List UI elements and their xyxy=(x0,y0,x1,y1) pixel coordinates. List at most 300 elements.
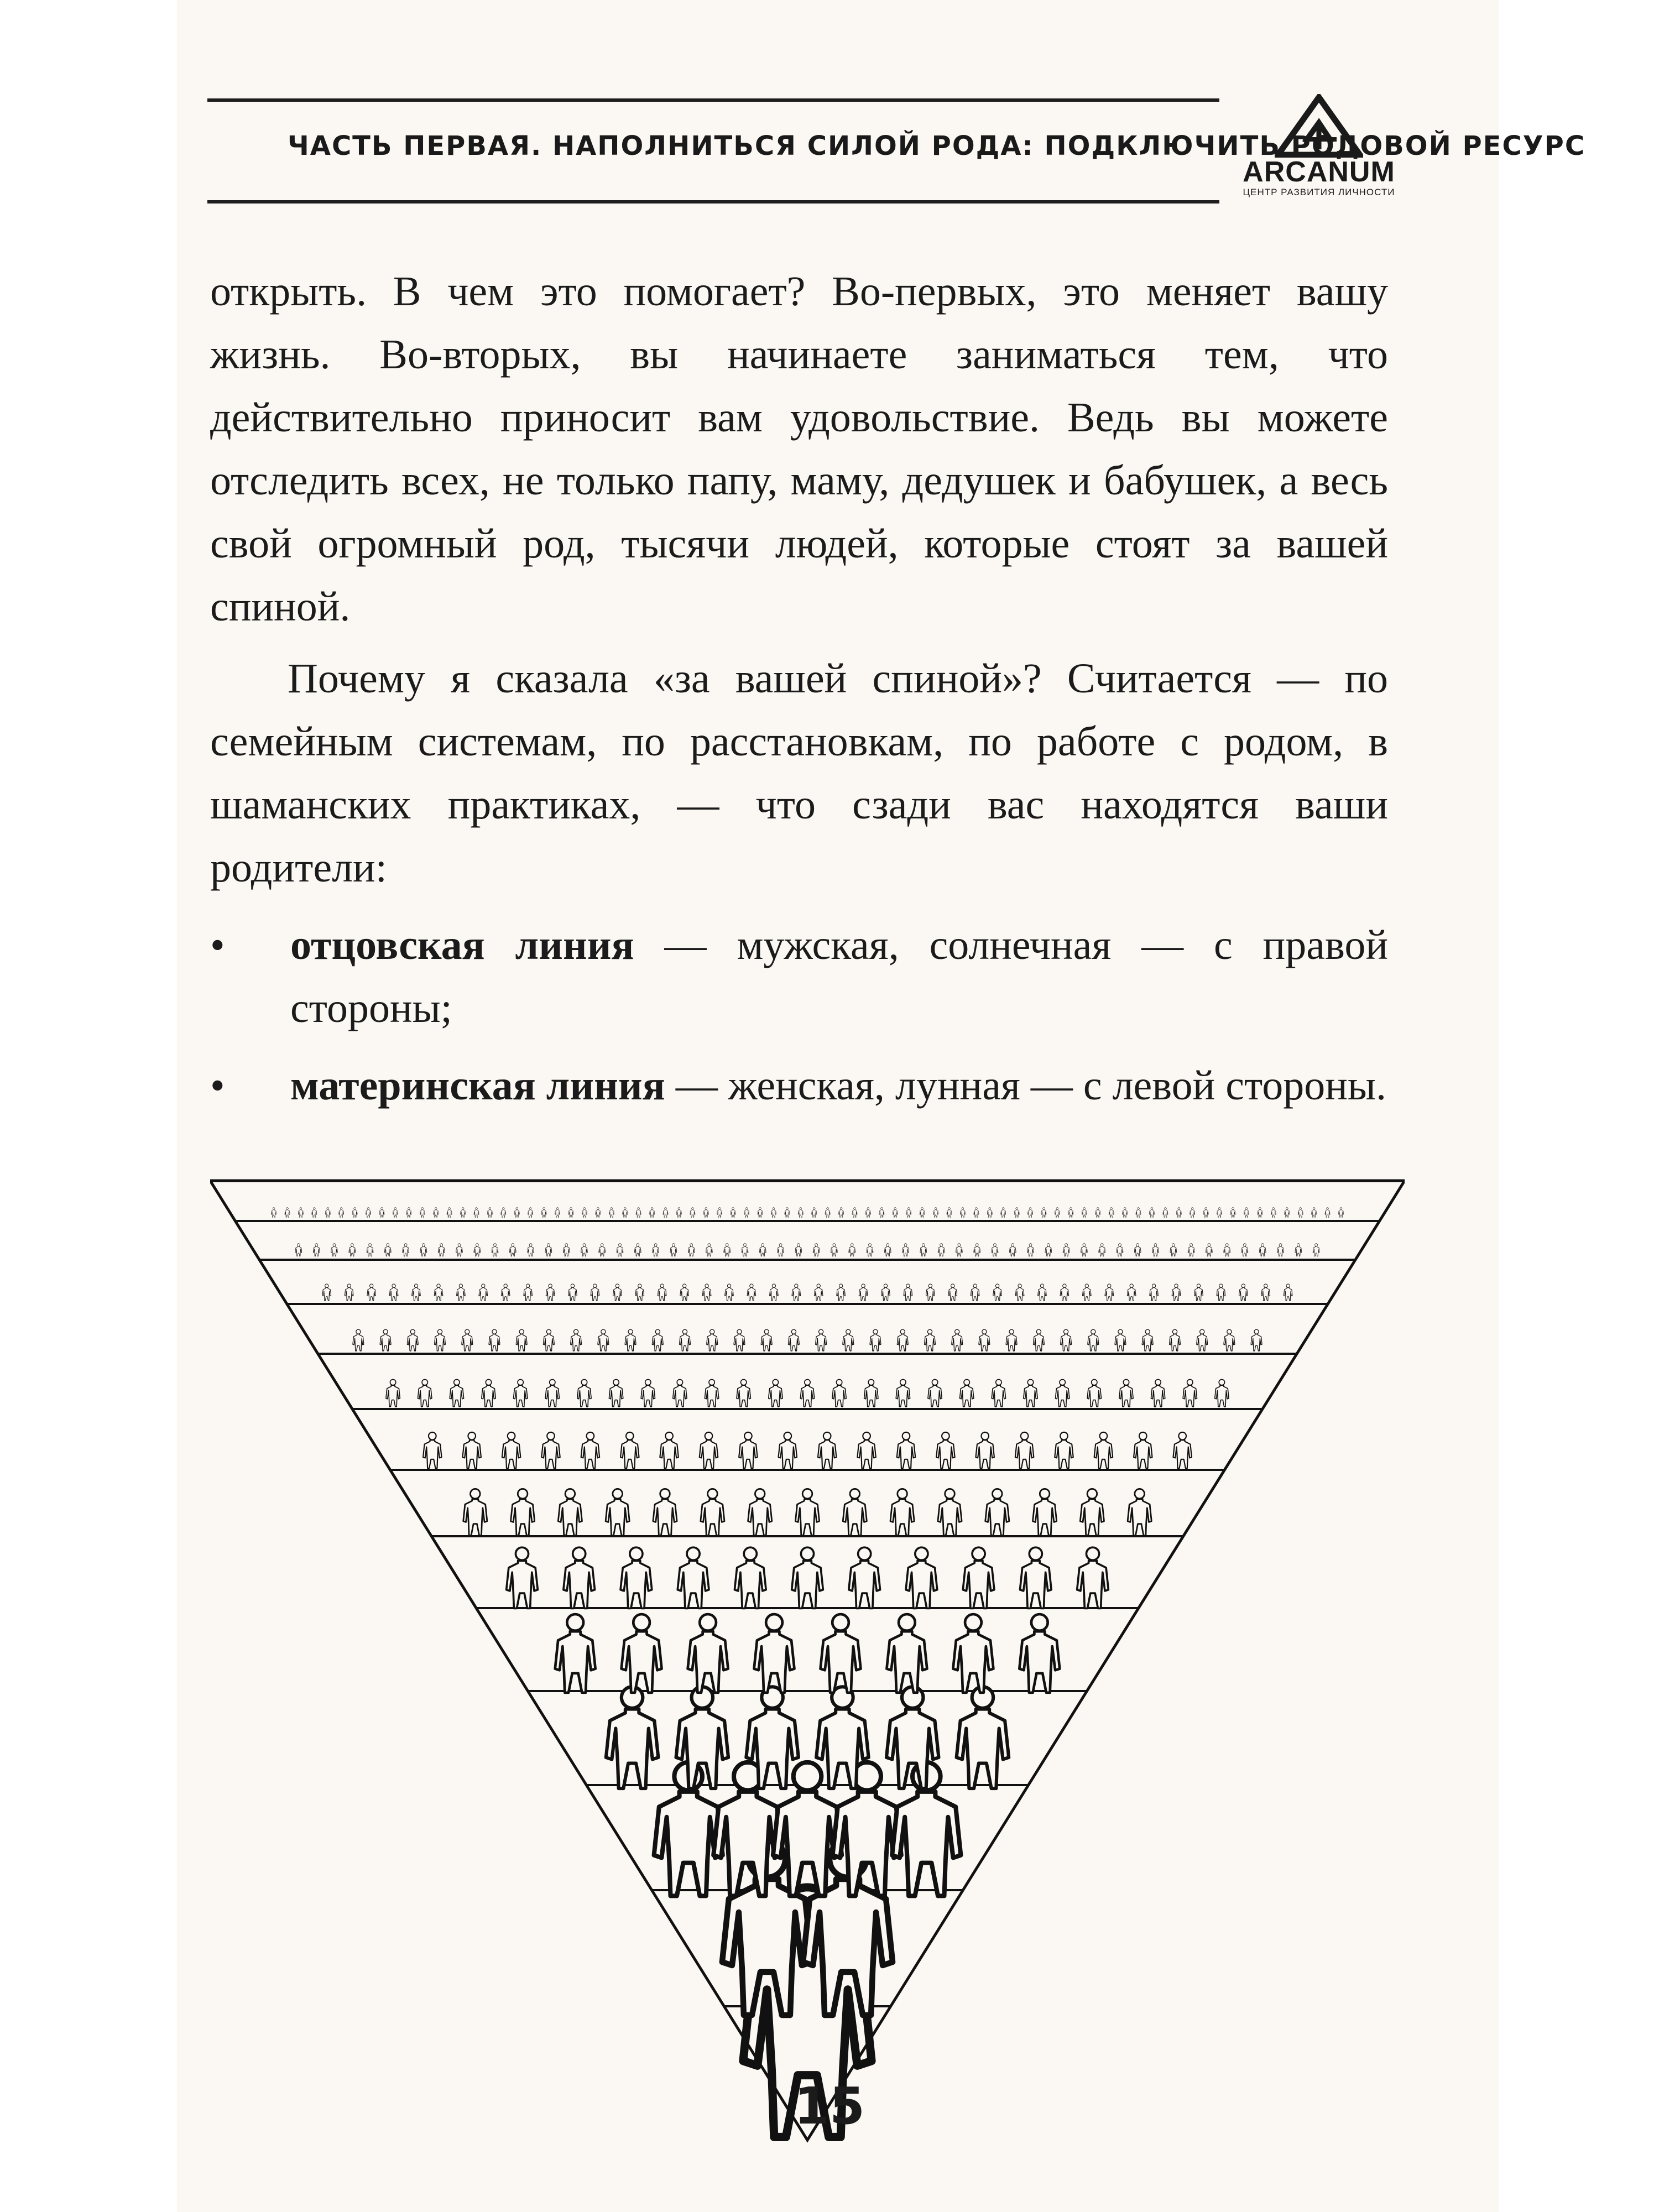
ancestor-figure-icon xyxy=(352,1208,357,1218)
ancestor-figure-icon xyxy=(1056,1379,1070,1406)
ancestor-figure-icon xyxy=(904,1284,912,1301)
ancestor-figure-icon xyxy=(792,1547,823,1608)
term-maternal-line: материнская линия xyxy=(290,1062,665,1109)
ancestor-figure-icon xyxy=(435,1329,446,1351)
ancestor-figure-icon xyxy=(985,1489,1009,1535)
ancestor-figure-icon xyxy=(1173,1432,1191,1468)
ancestor-figure-icon xyxy=(701,1489,724,1535)
ancestor-figure-icon xyxy=(1215,1379,1229,1406)
ancestor-figure-icon xyxy=(670,1244,677,1256)
ancestor-figure-icon xyxy=(1128,1489,1151,1535)
ancestor-figure-icon xyxy=(1119,1379,1133,1406)
ancestor-figure-icon xyxy=(1203,1208,1208,1218)
ancestor-figure-icon xyxy=(514,1208,519,1218)
list-item-maternal-line xyxy=(210,1054,1388,1117)
ancestor-figure-icon xyxy=(779,1432,797,1468)
ancestor-figure-icon xyxy=(928,1379,942,1406)
ancestor-figure-icon xyxy=(1099,1244,1105,1256)
ancestor-figure-icon xyxy=(1298,1208,1303,1218)
ancestor-figure-icon xyxy=(1170,1244,1177,1256)
ancestor-figure-icon xyxy=(731,1208,735,1218)
ancestor-figure-icon xyxy=(761,1329,772,1351)
main-text xyxy=(210,260,1388,1117)
ancestor-figure-icon xyxy=(1015,1432,1034,1468)
ancestor-figure-icon xyxy=(596,1208,601,1218)
ancestor-figure-icon xyxy=(456,1244,463,1256)
ancestor-figure-icon xyxy=(1068,1208,1073,1218)
ancestor-figure-icon xyxy=(511,1489,535,1535)
ancestor-figure-icon xyxy=(1109,1208,1114,1218)
ancestor-figure-icon xyxy=(545,1244,552,1256)
ancestor-figure-icon xyxy=(960,1379,974,1406)
ancestor-figure-icon xyxy=(581,1432,599,1468)
ancestor-figure-icon xyxy=(724,1244,731,1256)
paragraph: открыть. В чем это помогает? Во-первых, это меняет вашу жизнь. Во-вторых, вы начинаете заниматься тем, что действительно приносит вам удовольствие. Ведь вы можете отследить всех, не только папу, маму, дедушек и бабушек, а весь свой огромный род, тысячи людей, которые стоят за вашей спиной. xyxy=(210,268,1388,630)
ancestor-figure-icon xyxy=(617,1244,623,1256)
pyramid-svg xyxy=(210,1139,1405,2157)
ancestor-figure-icon xyxy=(1115,1329,1126,1351)
ancestor-figure-icon xyxy=(1077,1547,1109,1608)
ancestor-figure-icon xyxy=(658,1284,666,1301)
ancestor-figure-icon xyxy=(1258,1208,1262,1218)
ancestor-figure-icon xyxy=(1081,1244,1087,1256)
ancestor-figure-icon xyxy=(1217,1208,1222,1218)
ancestor-figure-icon xyxy=(389,1284,398,1301)
ancestor-figure-icon xyxy=(700,1432,718,1468)
ancestor-figure-icon xyxy=(1127,1284,1136,1301)
ancestor-figure-icon xyxy=(663,1208,668,1218)
ancestor-figure-icon xyxy=(1001,1208,1006,1218)
ancestor-figure-icon xyxy=(339,1208,344,1218)
ancestor-figure-icon xyxy=(1224,1329,1235,1351)
ancestor-figure-icon xyxy=(653,1244,659,1256)
ancestor-figure-icon xyxy=(1020,1547,1051,1608)
ancestor-figure-icon xyxy=(956,1244,962,1256)
ancestor-figure-icon xyxy=(792,1284,801,1301)
ancestor-figure-icon xyxy=(322,1284,331,1301)
ancestor-figure-icon xyxy=(1188,1244,1194,1256)
ancestor-figure-icon xyxy=(1045,1244,1052,1256)
ancestor-figure-icon xyxy=(514,1379,528,1406)
ancestor-figure-icon xyxy=(367,1244,373,1256)
ancestor-figure-icon xyxy=(975,1432,994,1468)
ancestor-figure-icon xyxy=(622,1614,662,1693)
ancestor-figure-icon xyxy=(1163,1208,1168,1218)
ancestor-figure-icon xyxy=(707,1329,718,1351)
ancestor-figure-icon xyxy=(609,1379,623,1406)
ancestor-figure-icon xyxy=(613,1284,622,1301)
ancestor-figure-icon xyxy=(705,1379,718,1406)
ancestor-figure-icon xyxy=(849,1244,855,1256)
ancestor-figure-icon xyxy=(812,1208,817,1218)
ancestor-figure-icon xyxy=(407,1329,418,1351)
list-item-text: — женская, лунная — с левой стороны. xyxy=(665,1062,1386,1109)
ancestor-figure-icon xyxy=(652,1329,663,1351)
ancestor-figure-icon xyxy=(920,1208,925,1218)
ancestor-figure-icon xyxy=(487,1208,492,1218)
ancestor-figure-icon xyxy=(555,1614,596,1693)
ancestor-figure-icon xyxy=(1019,1614,1060,1693)
ancestor-figure-icon xyxy=(739,1432,757,1468)
ancestor-figure-icon xyxy=(1285,1208,1290,1218)
ancestor-figure-icon xyxy=(849,1547,880,1608)
ancestor-figure-icon xyxy=(1082,1208,1087,1218)
ancestor-figure-icon xyxy=(379,1208,384,1218)
ancestor-figure-icon xyxy=(987,1208,992,1218)
ancestor-figure-icon xyxy=(598,1329,609,1351)
ancestor-figure-icon xyxy=(1152,1244,1159,1256)
ancestor-figure-icon xyxy=(818,1432,836,1468)
ancestor-figure-icon xyxy=(1136,1208,1141,1218)
ancestor-pyramid-illustration xyxy=(210,1139,1405,2157)
header-rule-top xyxy=(207,98,1219,102)
ancestor-figure-icon xyxy=(920,1244,927,1256)
ancestor-figure-icon xyxy=(702,1284,711,1301)
ancestor-figure-icon xyxy=(1033,1329,1044,1351)
ancestor-figure-icon xyxy=(1149,1208,1154,1218)
ancestor-figure-icon xyxy=(653,1489,677,1535)
ancestor-figure-icon xyxy=(541,1208,546,1218)
ancestor-figure-icon xyxy=(474,1208,479,1218)
ancestor-figure-icon xyxy=(412,1284,421,1301)
ancestor-figure-icon xyxy=(543,1329,554,1351)
ancestor-figure-icon xyxy=(620,1432,639,1468)
ancestor-figure-icon xyxy=(349,1244,356,1256)
ancestor-figure-icon xyxy=(1197,1329,1208,1351)
ancestor-figure-icon xyxy=(785,1208,790,1218)
ancestor-figure-icon xyxy=(857,1432,875,1468)
ancestor-figure-icon xyxy=(843,1329,854,1351)
ancestor-figure-icon xyxy=(1338,1208,1343,1218)
ancestor-figure-icon xyxy=(902,1244,909,1256)
bullet-marker: • xyxy=(210,922,225,968)
ancestor-figure-icon xyxy=(1230,1208,1235,1218)
ancestor-figure-icon xyxy=(800,1379,814,1406)
ancestor-figure-icon xyxy=(312,1208,317,1218)
ancestor-figure-icon xyxy=(1055,1208,1060,1218)
ancestor-figure-icon xyxy=(1134,1244,1141,1256)
ancestor-figure-icon xyxy=(974,1208,979,1218)
ancestor-figure-icon xyxy=(906,1547,937,1608)
ancestor-figure-icon xyxy=(524,1284,533,1301)
bullet-marker: • xyxy=(210,1062,225,1109)
ancestor-figure-icon xyxy=(461,1208,466,1218)
ancestor-figure-icon xyxy=(1190,1208,1195,1218)
ancestor-figure-icon xyxy=(813,1244,820,1256)
ancestor-figure-icon xyxy=(953,1614,993,1693)
ancestor-figure-icon xyxy=(960,1208,965,1218)
ancestor-figure-icon xyxy=(734,1547,766,1608)
ancestor-figure-icon xyxy=(821,1614,861,1693)
ancestor-figure-icon xyxy=(897,1329,908,1351)
ancestor-figure-icon xyxy=(489,1329,500,1351)
ancestor-figure-icon xyxy=(563,1244,570,1256)
ancestor-figure-icon xyxy=(703,1208,708,1218)
ancestor-figure-icon xyxy=(852,1208,857,1218)
ancestor-figure-icon xyxy=(634,1244,641,1256)
ancestor-figure-icon xyxy=(623,1208,628,1218)
ancestor-figure-icon xyxy=(816,1329,827,1351)
ancestor-figure-icon xyxy=(748,1489,772,1535)
ancestor-figure-icon xyxy=(509,1244,516,1256)
ancestor-figure-icon xyxy=(742,1244,748,1256)
ancestor-figure-icon xyxy=(366,1208,371,1218)
ancestor-figure-icon xyxy=(1150,1284,1159,1301)
ancestor-figure-icon xyxy=(581,1244,588,1256)
paragraph: Почему я сказала «за вашей спиной»? Считается — по семейным системам, по расстановкам, по работе с родом, в шаманских практиках, — что сзади вас находятся ваши родители: xyxy=(210,655,1388,891)
ancestor-figure-icon xyxy=(1277,1244,1284,1256)
ancestor-figure-icon xyxy=(420,1208,425,1218)
ancestor-figure-icon xyxy=(1082,1284,1091,1301)
ancestor-figure-icon xyxy=(744,1208,749,1218)
ancestor-figure-icon xyxy=(870,1329,881,1351)
ancestor-figure-icon xyxy=(1087,1379,1101,1406)
ancestor-figure-icon xyxy=(1088,1329,1099,1351)
ancestor-figure-icon xyxy=(474,1244,481,1256)
ancestor-figure-icon xyxy=(528,1208,533,1218)
ancestor-figure-icon xyxy=(1261,1284,1270,1301)
ancestor-figure-icon xyxy=(620,1547,652,1608)
ancestor-figure-icon xyxy=(926,1284,935,1301)
ancestor-figure-icon xyxy=(541,1432,560,1468)
ancestor-figure-icon xyxy=(1060,1284,1069,1301)
ancestor-figure-icon xyxy=(879,1208,884,1218)
ancestor-figure-icon xyxy=(1217,1284,1225,1301)
ancestor-figure-icon xyxy=(717,1208,722,1218)
ancestor-figure-icon xyxy=(463,1489,487,1535)
running-head: ЧАСТЬ ПЕРВАЯ. НАПОЛНИТЬСЯ СИЛОЙ РОДА: ПОДКЛЮЧИТЬ РОДОВОЙ РЕСУРС xyxy=(288,131,1586,161)
ancestor-figure-icon xyxy=(1063,1244,1070,1256)
ancestor-figure-icon xyxy=(890,1489,914,1535)
ancestor-figure-icon xyxy=(434,1208,439,1218)
ancestor-figure-icon xyxy=(1239,1284,1248,1301)
ancestor-figure-icon xyxy=(298,1208,303,1218)
arcanum-logo xyxy=(1233,94,1405,210)
ancestor-figure-icon xyxy=(479,1284,488,1301)
ancestor-figure-icon xyxy=(974,1244,980,1256)
ancestor-figure-icon xyxy=(1325,1208,1330,1218)
ancestor-figure-icon xyxy=(609,1208,614,1218)
ancestor-figure-icon xyxy=(897,1432,915,1468)
ancestor-figure-icon xyxy=(680,1329,691,1351)
ancestor-figure-icon xyxy=(568,1284,577,1301)
ancestor-figure-icon xyxy=(345,1284,353,1301)
ancestor-figure-icon xyxy=(825,1208,830,1218)
ancestor-figure-icon xyxy=(384,1244,391,1256)
triangle-logo-icon xyxy=(1275,94,1363,158)
ancestor-figure-icon xyxy=(1028,1208,1033,1218)
ancestor-figure-icon xyxy=(295,1244,302,1256)
ancestor-figure-icon xyxy=(758,1208,763,1218)
ancestor-figure-icon xyxy=(839,1208,844,1218)
ancestor-figure-icon xyxy=(957,1687,1009,1788)
ancestor-figure-icon xyxy=(1244,1208,1249,1218)
ancestor-figure-icon xyxy=(1009,1244,1016,1256)
ancestor-figure-icon xyxy=(690,1208,695,1218)
ancestor-figure-icon xyxy=(591,1284,599,1301)
ancestor-figure-icon xyxy=(979,1329,990,1351)
ancestor-figure-icon xyxy=(606,1489,629,1535)
ancestor-figure-icon xyxy=(1206,1244,1212,1256)
ancestor-figure-icon xyxy=(1006,1329,1017,1351)
ancestor-figure-icon xyxy=(770,1284,779,1301)
ancestor-figure-icon xyxy=(1038,1284,1047,1301)
ancestor-figure-icon xyxy=(676,1208,681,1218)
ancestor-figure-icon xyxy=(325,1208,330,1218)
ancestor-figure-icon xyxy=(1312,1208,1317,1218)
ancestor-figure-icon xyxy=(331,1244,338,1256)
ancestor-figure-icon xyxy=(938,1244,945,1256)
ancestor-figure-icon xyxy=(457,1284,466,1301)
ancestor-figure-icon xyxy=(393,1208,398,1218)
ancestor-figure-icon xyxy=(1224,1244,1230,1256)
ancestor-figure-icon xyxy=(571,1329,582,1351)
ancestor-figure-icon xyxy=(680,1284,689,1301)
ancestor-figure-icon xyxy=(1172,1284,1181,1301)
ancestor-figure-icon xyxy=(1041,1208,1046,1218)
ancestor-figure-icon xyxy=(952,1329,963,1351)
ancestor-figure-icon xyxy=(1027,1244,1034,1256)
ancestor-figure-icon xyxy=(795,1244,802,1256)
ancestor-figure-icon xyxy=(545,1379,559,1406)
ancestor-figure-icon xyxy=(641,1379,655,1406)
ancestor-figure-icon xyxy=(447,1208,452,1218)
ancestor-figure-icon xyxy=(501,1208,506,1218)
ancestor-figure-icon xyxy=(386,1379,400,1406)
ancestor-figure-icon xyxy=(558,1489,582,1535)
ancestor-figure-icon xyxy=(636,1208,641,1218)
ancestor-figure-icon xyxy=(507,1547,538,1608)
ancestor-figure-icon xyxy=(555,1208,560,1218)
list-item-text: — мужская, солнечная — с правой стороны; xyxy=(290,922,1389,1031)
ancestor-figure-icon xyxy=(606,1687,659,1788)
ancestor-figure-icon xyxy=(1176,1208,1181,1218)
ancestor-figure-icon xyxy=(660,1432,678,1468)
ancestor-figure-icon xyxy=(938,1489,962,1535)
ancestor-figure-icon xyxy=(482,1379,495,1406)
ancestor-figure-icon xyxy=(832,1379,846,1406)
ancestor-figure-icon xyxy=(788,1329,799,1351)
ancestor-figure-icon xyxy=(502,1432,520,1468)
ancestor-figure-icon xyxy=(1117,1244,1123,1256)
ancestor-figure-icon xyxy=(1123,1208,1128,1218)
ancestor-figure-icon xyxy=(625,1329,636,1351)
ancestor-figure-icon xyxy=(450,1379,463,1406)
ancestor-figure-icon xyxy=(814,1284,823,1301)
ancestor-figure-icon xyxy=(747,1284,756,1301)
logo-name: ARCANUM xyxy=(1243,156,1395,188)
ancestor-figure-icon xyxy=(706,1244,712,1256)
ancestor-figure-icon xyxy=(406,1208,411,1218)
ancestor-figure-icon xyxy=(462,1329,473,1351)
ancestor-figure-icon xyxy=(1024,1379,1037,1406)
bullet-list xyxy=(210,914,1388,1117)
ancestor-figure-icon xyxy=(380,1329,391,1351)
ancestor-figure-icon xyxy=(367,1284,376,1301)
ancestor-figure-icon xyxy=(831,1244,837,1256)
ancestor-figure-icon xyxy=(769,1379,782,1406)
ancestor-figure-icon xyxy=(925,1329,936,1351)
ancestor-figure-icon xyxy=(673,1379,687,1406)
ancestor-figure-icon xyxy=(843,1489,867,1535)
ancestor-figure-icon xyxy=(734,1329,745,1351)
ancestor-figure-icon xyxy=(754,1614,795,1693)
ancestor-figure-icon xyxy=(1284,1284,1292,1301)
ancestor-figure-icon xyxy=(893,1208,898,1218)
ancestor-figure-icon xyxy=(1295,1244,1302,1256)
ancestor-figure-icon xyxy=(1151,1379,1165,1406)
ancestor-figure-icon xyxy=(859,1284,868,1301)
ancestor-figure-icon xyxy=(992,1379,1005,1406)
ancestor-figure-icon xyxy=(963,1547,994,1608)
ancestor-figure-icon xyxy=(771,1208,776,1218)
ancestor-figure-icon xyxy=(1183,1379,1197,1406)
ancestor-figure-icon xyxy=(1014,1208,1019,1218)
ancestor-figure-icon xyxy=(1105,1284,1114,1301)
ancestor-figure-icon xyxy=(635,1284,644,1301)
ancestor-figure-icon xyxy=(564,1547,595,1608)
ancestor-figure-icon xyxy=(993,1284,1002,1301)
ancestor-figure-icon xyxy=(423,1432,441,1468)
ancestor-figure-icon xyxy=(1095,1208,1100,1218)
ancestor-figure-icon xyxy=(438,1244,445,1256)
ancestor-figure-icon xyxy=(353,1329,364,1351)
ancestor-figure-icon xyxy=(1080,1489,1104,1535)
ancestor-figure-icon xyxy=(1259,1244,1266,1256)
ancestor-figure-icon xyxy=(582,1208,587,1218)
ancestor-figure-icon xyxy=(864,1379,878,1406)
ancestor-figure-icon xyxy=(737,1379,750,1406)
ancestor-figure-icon xyxy=(867,1244,873,1256)
ancestor-figure-icon xyxy=(971,1284,979,1301)
ancestor-figure-icon xyxy=(313,1244,320,1256)
ancestor-figure-icon xyxy=(896,1379,910,1406)
ancestor-figure-icon xyxy=(725,1284,734,1301)
ancestor-figure-icon xyxy=(865,1208,870,1218)
ancestor-figure-icon xyxy=(650,1208,655,1218)
ancestor-figure-icon xyxy=(759,1244,766,1256)
ancestor-figure-icon xyxy=(1015,1284,1024,1301)
ancestor-figure-icon xyxy=(1094,1432,1113,1468)
ancestor-figure-icon xyxy=(881,1284,890,1301)
ancestor-figure-icon xyxy=(420,1244,427,1256)
ancestor-figure-icon xyxy=(1061,1329,1072,1351)
term-paternal-line: отцовская линия xyxy=(290,922,634,968)
ancestor-figure-icon xyxy=(516,1329,527,1351)
ancestor-figure-icon xyxy=(546,1284,555,1301)
ancestor-figure-icon xyxy=(462,1432,481,1468)
ancestor-figure-icon xyxy=(1142,1329,1153,1351)
ancestor-figure-icon xyxy=(886,1614,927,1693)
ancestor-figure-icon xyxy=(1194,1284,1203,1301)
ancestor-figure-icon xyxy=(599,1244,606,1256)
ancestor-figure-icon xyxy=(1251,1329,1262,1351)
page-number: 15 xyxy=(794,2077,865,2136)
ancestor-figure-icon xyxy=(1313,1244,1319,1256)
ancestor-figure-icon xyxy=(434,1284,443,1301)
ancestor-figure-icon xyxy=(1170,1329,1181,1351)
ancestor-figure-icon xyxy=(1134,1432,1152,1468)
ancestor-figure-icon xyxy=(1033,1489,1057,1535)
ancestor-figure-icon xyxy=(933,1208,938,1218)
ancestor-figure-icon xyxy=(403,1244,409,1256)
ancestor-figure-icon xyxy=(992,1244,998,1256)
list-item-paternal-line xyxy=(210,914,1388,1040)
header-rule-bottom xyxy=(207,200,1219,204)
ancestor-figure-icon xyxy=(688,1244,695,1256)
ancestor-figure-icon xyxy=(795,1489,819,1535)
ancestor-figure-icon xyxy=(1241,1244,1248,1256)
